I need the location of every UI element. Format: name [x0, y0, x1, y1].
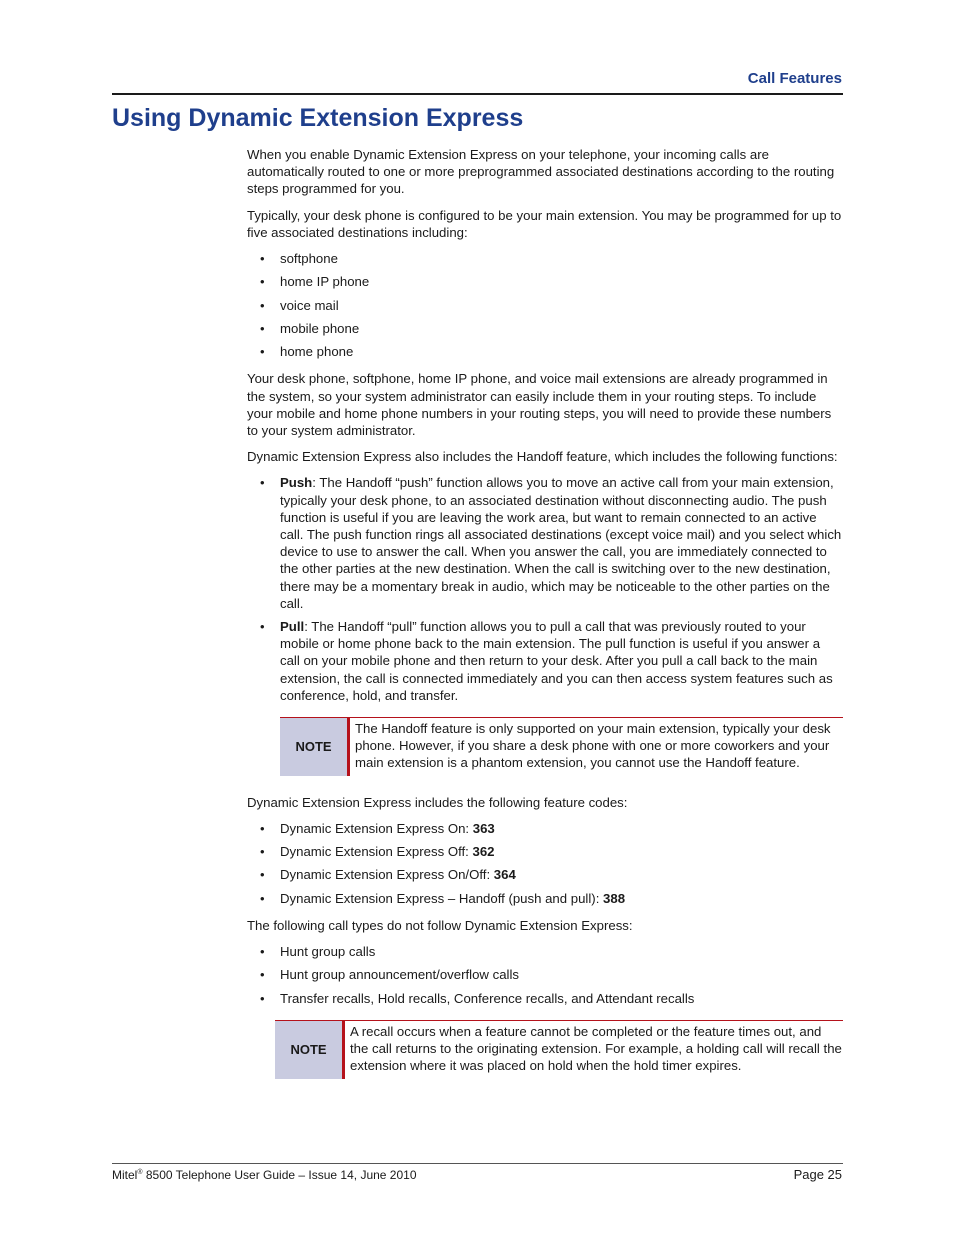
list-item — [247, 866, 843, 883]
feature-code-label: Dynamic Extension Express On/Off: — [280, 867, 494, 883]
list-item: • home IP phone — [247, 273, 843, 290]
feature-code: 364 — [493, 867, 516, 883]
handoff-description: : The Handoff “push” function allows you to move an active call from your main extension, typically your desk phone, to an associated destination without disconnecting audio. The push function is useful if you are leaving the work area, but want to remain connected to an active call. The push function rings all associated destinations (except voice mail) and you select which device to use to answer the call. When you answer the call, you are immediately connected to the other parties at the new destination. When the call is switching over to the new destination, there may be a momentary break in audio, which may be noticeable to the other parties on the call. — [280, 475, 842, 611]
list-item: • Hunt group announcement/overflow calls — [247, 966, 843, 983]
handoff-intro-paragraph: Dynamic Extension Express also includes the Handoff feature, which includes the following functions: — [247, 449, 838, 465]
feature-codes-paragraph: Dynamic Extension Express includes the following feature codes: — [247, 794, 628, 810]
feature-code: 362 — [472, 844, 495, 860]
list-item: • softphone — [247, 250, 843, 267]
call-types-paragraph: The following call types do not follow Dynamic Extension Express: — [247, 917, 633, 933]
list-item — [247, 618, 843, 704]
list-item: • Hunt group calls — [247, 943, 843, 960]
note-label: NOTE — [275, 1021, 345, 1079]
feature-code-label: Dynamic Extension Express On: — [280, 820, 473, 836]
handoff-list — [247, 474, 843, 704]
handoff-term: Pull — [280, 619, 305, 635]
destinations-list — [247, 250, 843, 360]
list-item — [247, 890, 843, 907]
footer-document-title — [112, 1168, 417, 1182]
list-item: • mobile phone — [247, 320, 843, 337]
call-types-list — [247, 943, 843, 1007]
feature-code: 388 — [603, 890, 626, 906]
destinations-intro-paragraph: Typically, your desk phone is configured to be your main extension. You may be programmed for up to five associated destinations including: — [247, 207, 842, 240]
feature-code-label: Dynamic Extension Express – Handoff (push and pull): — [280, 890, 604, 906]
handoff-description: : The Handoff “pull” function allows you to pull a call that was previously routed to your mobile or home phone back to the main extension. The pull function is useful if you answer a call on your mobile phone and then return to your desk. After you pull a call back to the main extension, the call is connected immediately and you can then access system features such as conference, hold, and transfer. — [280, 619, 833, 703]
feature-code: 363 — [472, 820, 495, 836]
running-header: Call Features — [747, 70, 842, 87]
header-rule — [112, 93, 843, 95]
registered-mark: ® — [137, 1169, 143, 1176]
list-item — [247, 474, 843, 612]
note-label: NOTE — [280, 718, 350, 776]
list-item — [247, 820, 843, 837]
intro-paragraph: When you enable Dynamic Extension Express on your telephone, your incoming calls are automatically routed to one or more preprogrammed associated destinations according to the routing steps programmed for you. — [247, 147, 835, 197]
recall-note — [275, 1020, 843, 1079]
note-text: A recall occurs when a feature cannot be completed or the feature times out, and the call returns to the originating extension. For example, a holding call will recall the extension where it was placed on hold when the hold timer expires. — [350, 1023, 842, 1074]
list-item: • home phone — [247, 343, 843, 360]
note-text: The Handoff feature is only supported on your main extension, typically your desk phone. However, if you share a desk phone with one or more coworkers and your main extension is a phantom extension, you cannot use the Handoff feature. — [355, 721, 831, 771]
feature-code-label: Dynamic Extension Express Off: — [280, 844, 473, 860]
main-body — [247, 146, 843, 1097]
handoff-note — [280, 717, 843, 776]
list-item: • Transfer recalls, Hold recalls, Conference recalls, and Attendant recalls — [247, 990, 843, 1007]
handoff-term: Push — [280, 475, 313, 491]
routing-paragraph: Your desk phone, softphone, home IP phone, and voice mail extensions are already programmed in the system, so your system administrator can easily include them in your routing steps. To include your mobile and home phone numbers in your routing steps, you will need to provide these numbers to your system administrator. — [247, 371, 832, 439]
page-number: Page 25 — [793, 1167, 842, 1182]
footer-brand: Mitel — [112, 1168, 138, 1182]
footer-rule — [112, 1163, 843, 1164]
page-title: Using Dynamic Extension Express — [112, 104, 524, 132]
list-item — [247, 843, 843, 860]
feature-codes-list — [247, 820, 843, 907]
footer-doc: 8500 Telephone User Guide – Issue 14, June 2010 — [142, 1168, 417, 1182]
list-item: • voice mail — [247, 297, 843, 314]
